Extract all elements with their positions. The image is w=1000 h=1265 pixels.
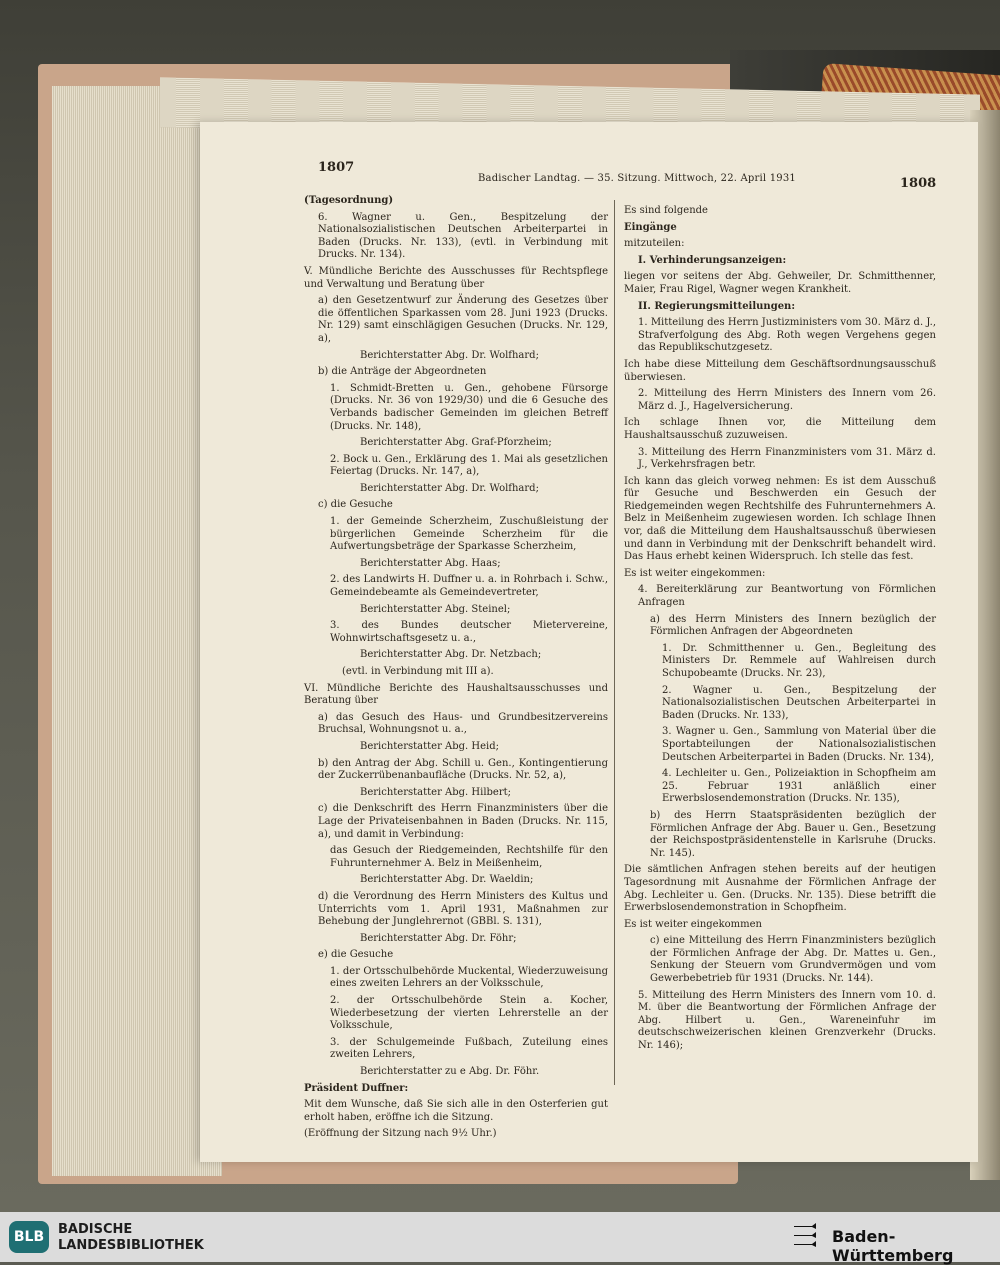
right-column-line: a) des Herrn Ministers des Innern bezüglich der Förmlichen Anfragen der Abgeordneten bbox=[650, 613, 936, 638]
page-number-left: 1807 bbox=[318, 160, 355, 175]
left-column-line: (Tagesordnung) bbox=[304, 195, 394, 206]
right-column-line: 2. Wagner u. Gen., Bespitzelung der Nationalsozialistischen Deutschen Arbeiterpartei in Baden (Drucks. Nr. 133), bbox=[662, 684, 936, 721]
right-column-line: Eingänge bbox=[624, 221, 677, 233]
page-number-right: 1808 bbox=[900, 176, 937, 191]
left-column-line: 1. der Gemeinde Scherzheim, Zuschußleistung der bürgerlichen Gemeinde Scherzheim für die Aufwertungsbeträge der Sparkasse Scherzheim, bbox=[330, 516, 608, 553]
left-column-line: Berichterstatter Abg. Dr. Waeldin; bbox=[360, 874, 534, 886]
left-column-line: Berichterstatter Abg. Dr. Wolfhard; bbox=[360, 349, 539, 361]
left-column-line: b) den Antrag der Abg. Schill u. Gen., Kontingentierung der Zuckerrübenanbaufläche (Drucks. Nr. 52, a), bbox=[318, 757, 608, 782]
left-column-line: (Eröffnung der Sitzung nach 9½ Uhr.) bbox=[304, 1128, 497, 1140]
column-divider bbox=[614, 200, 615, 1085]
left-column-line: 6. Wagner u. Gen., Bespitzelung der Nationalsozialistischen Deutschen Arbeiterpartei in Baden (Drucks. Nr. 133), (evtl. in Verbindung mit Drucks. Nr. 134). bbox=[318, 211, 608, 261]
left-column-line: Berichterstatter Abg. Hilbert; bbox=[360, 786, 512, 798]
left-column-line: (evtl. in Verbindung mit III a). bbox=[342, 666, 494, 677]
left-column-line: das Gesuch der Riedgemeinden, Rechtshilfe für den Fuhrunternehmer A. Belz in Meißenheim, bbox=[330, 845, 608, 869]
left-column-line: VI. Mündliche Berichte des Haushaltsausschusses und Beratung über bbox=[304, 682, 608, 707]
right-column-line: mitzuteilen: bbox=[624, 238, 685, 250]
left-column-line: 3. der Schulgemeinde Fußbach, Zuteilung eines zweiten Lehrers, bbox=[330, 1036, 608, 1061]
left-column-line: Berichterstatter Abg. Heid; bbox=[360, 740, 500, 752]
right-column-line: 4. Bereiterklärung zur Beantwortung von Förmlichen Anfragen bbox=[638, 584, 936, 609]
right-column-line: I. Verhinderungsanzeigen: bbox=[638, 254, 787, 266]
left-column-line: Berichterstatter Abg. Dr. Wolfhard; bbox=[360, 482, 539, 494]
left-column-line: Berichterstatter Abg. Haas; bbox=[360, 557, 501, 569]
right-column-line: 2. Mitteilung des Herrn Ministers des Innern vom 26. März d. J., Hagelversicherung. bbox=[638, 388, 936, 412]
right-column-line: Es ist weiter eingekommen: bbox=[624, 567, 766, 579]
right-column bbox=[624, 205, 936, 1057]
left-column-line: a) das Gesuch des Haus- und Grundbesitzervereins Bruchsal, Wohnungsnot u. a., bbox=[318, 711, 608, 736]
left-column-line: c) die Gesuche bbox=[318, 499, 393, 511]
left-column-line: 2. Bock u. Gen., Erklärung des 1. Mai als gesetzlichen Feiertag (Drucks. Nr. 147, a), bbox=[330, 453, 608, 478]
left-column-line: a) den Gesetzentwurf zur Änderung des Gesetzes über die öffentlichen Sparkassen vom 28. Juni 1923 (Drucks. Nr. 129) samt einschlägigen Gesuchen (Drucks. Nr. 129, a), bbox=[318, 295, 608, 344]
left-column-line: Berichterstatter Abg. Dr. Netzbach; bbox=[360, 649, 542, 661]
right-column-line: II. Regierungsmitteilungen: bbox=[638, 300, 796, 312]
left-column-line: 3. des Bundes deutscher Mietervereine, Wohnwirtschaftsgesetz u. a., bbox=[330, 620, 608, 644]
left-column-line: e) die Gesuche bbox=[318, 949, 394, 961]
left-column-line: 2. des Landwirts H. Duffner u. a. in Rohrbach i. Schw., Gemeindebeamte als Gemeindevertreter, bbox=[330, 574, 608, 599]
left-column-line: c) die Denkschrift des Herrn Finanzministers über die Lage der Privateisenbahnen in Baden (Drucks. Nr. 115, a), und damit in Verbindung: bbox=[318, 803, 608, 840]
left-column-line: Berichterstatter Abg. Graf-Pforzheim; bbox=[360, 437, 552, 449]
blb-line-2: LANDESBIBLIOTHEK bbox=[58, 1238, 204, 1253]
right-column-line: Es sind folgende bbox=[624, 205, 708, 216]
left-column-line: b) die Anträge der Abgeordneten bbox=[318, 366, 487, 378]
right-column-line: c) eine Mitteilung des Herrn Finanzministers bezüglich der Förmlichen Anfrage der Abg. Dr. Mattes u. Gen., Senkung der Steuern vom Grundvermögen und vom Gewerbebetrieb für 1931 (Drucks. Nr. 144). bbox=[650, 935, 936, 985]
left-column-line: Präsident Duffner: bbox=[304, 1082, 409, 1094]
bw-wordmark[interactable]: Baden-Württemberg bbox=[832, 1227, 954, 1265]
left-column-line: V. Mündliche Berichte des Ausschusses für Rechtspflege und Verwaltung und Beratung über bbox=[304, 265, 608, 290]
blb-wordmark[interactable] bbox=[58, 1222, 204, 1254]
right-column-line: 3. Wagner u. Gen., Sammlung von Material über die Sportabteilungen der Nationalsozialistischen Deutschen Arbeiterpartei in Baden (Drucks. Nr. 134), bbox=[662, 726, 936, 763]
right-column-line: Ich kann das gleich vorweg nehmen: Es ist dem Ausschuß für Gesuche und Beschwerden ein Gesuch der Riedgemeinden wegen Rechtshilfe des Fuhrunternehmers A. Belz in Meißenheim zugewiesen worden. Ich schlage Ihnen vor, daß die Mitteilung dem Haushaltsausschuß überwiesen und dann in Verbindung mit der Denkschrift behandelt wird. Das Haus erhebt keinen Widerspruch. Ich stelle das fest. bbox=[624, 475, 936, 563]
right-column-line: Ich habe diese Mitteilung dem Geschäftsordnungsausschuß überwiesen. bbox=[624, 358, 936, 383]
right-column-line: 5. Mitteilung des Herrn Ministers des Innern vom 10. d. M. über die Beantwortung der Förmlichen Anfrage der Abg. Hilbert u. Gen., Wareneinfuhr im deutschschweizerischen kleinen Grenzverkehr (Drucks. Nr. 146); bbox=[638, 989, 936, 1052]
right-column-line: Ich schlage Ihnen vor, die Mitteilung dem Haushaltsausschuß zuzuweisen. bbox=[624, 417, 936, 441]
right-column-line: b) des Herrn Staatspräsidenten bezüglich der Förmlichen Anfrage der Abg. Bauer u. Gen., Besetzung der Reichspostpräsidentenstelle in Karlsruhe (Drucks. Nr. 145). bbox=[650, 809, 936, 859]
right-column-line: 1. Mitteilung des Herrn Justizministers vom 30. März d. J., Strafverfolgung des Abg. Roth wegen Vergehens gegen das Republikschutzgesetz. bbox=[638, 317, 936, 354]
left-column-line: Mit dem Wunsche, daß Sie sich alle in den Osterferien gut erholt haben, eröffne ich die Sitzung. bbox=[304, 1099, 608, 1123]
left-column-line: Berichterstatter Abg. Dr. Föhr; bbox=[360, 932, 517, 944]
left-column-line: 1. Schmidt-Bretten u. Gen., gehobene Fürsorge (Drucks. Nr. 36 von 1929/30) und die 6 Gesuche des Verbands badischer Gemeinden im gleichen Betreff (Drucks. Nr. 148), bbox=[330, 382, 608, 432]
right-column-line: Die sämtlichen Anfragen stehen bereits auf der heutigen Tagesordnung mit Ausnahme der Förmlichen Anfrage der Abg. Lechleiter u. Gen. (Drucks. Nr. 135). Diese betrifft die Erwerbslosendemonstration in Schopfheim. bbox=[624, 864, 936, 914]
right-column-line: 3. Mitteilung des Herrn Finanzministers vom 31. März d. J., Verkehrsfragen betr. bbox=[638, 446, 936, 471]
left-column-line: d) die Verordnung des Herrn Ministers des Kultus und Unterrichts vom 1. April 1931, Maßnahmen zur Behebung der Junglehrernot (GBBl. S. 131), bbox=[318, 890, 608, 928]
right-column-line: 1. Dr. Schmitthenner u. Gen., Begleitung des Ministers Dr. Remmele auf Wahlreisen durch Schupobeamte (Drucks. Nr. 23), bbox=[662, 642, 936, 679]
blb-logo[interactable]: BLB bbox=[9, 1221, 49, 1253]
running-head: Badischer Landtag. — 35. Sitzung. Mittwoch, 22. April 1931 bbox=[478, 173, 796, 184]
blb-line-1: BADISCHE bbox=[58, 1222, 133, 1237]
left-column-line: Berichterstatter Abg. Steinel; bbox=[360, 603, 511, 615]
right-column-line: 4. Lechleiter u. Gen., Polizeiaktion in Schopfheim am 25. Februar 1931 anläßlich einer Erwerbslosendemonstration (Drucks. Nr. 135), bbox=[662, 768, 936, 805]
right-column-line: liegen vor seitens der Abg. Gehweiler, Dr. Schmitthenner, Maier, Frau Rigel, Wagner wegen Krankheit. bbox=[624, 271, 936, 295]
left-column-line: 1. der Ortsschulbehörde Muckental, Wiederzuweisung eines zweiten Lehrers an der Volksschule, bbox=[330, 965, 608, 990]
right-column-line: Es ist weiter eingekommen bbox=[624, 918, 762, 930]
page-stack-edge bbox=[52, 86, 222, 1176]
left-column-line: 2. der Ortsschulbehörde Stein a. Kocher, Wiederbesetzung der vierten Lehrerstelle an der Volksschule, bbox=[330, 995, 608, 1032]
left-column-line: Berichterstatter zu e Abg. Dr. Föhr. bbox=[360, 1066, 540, 1078]
footer-bar bbox=[0, 1212, 1000, 1265]
left-column bbox=[304, 195, 608, 1145]
bw-lion-emblem-icon bbox=[790, 1220, 824, 1254]
